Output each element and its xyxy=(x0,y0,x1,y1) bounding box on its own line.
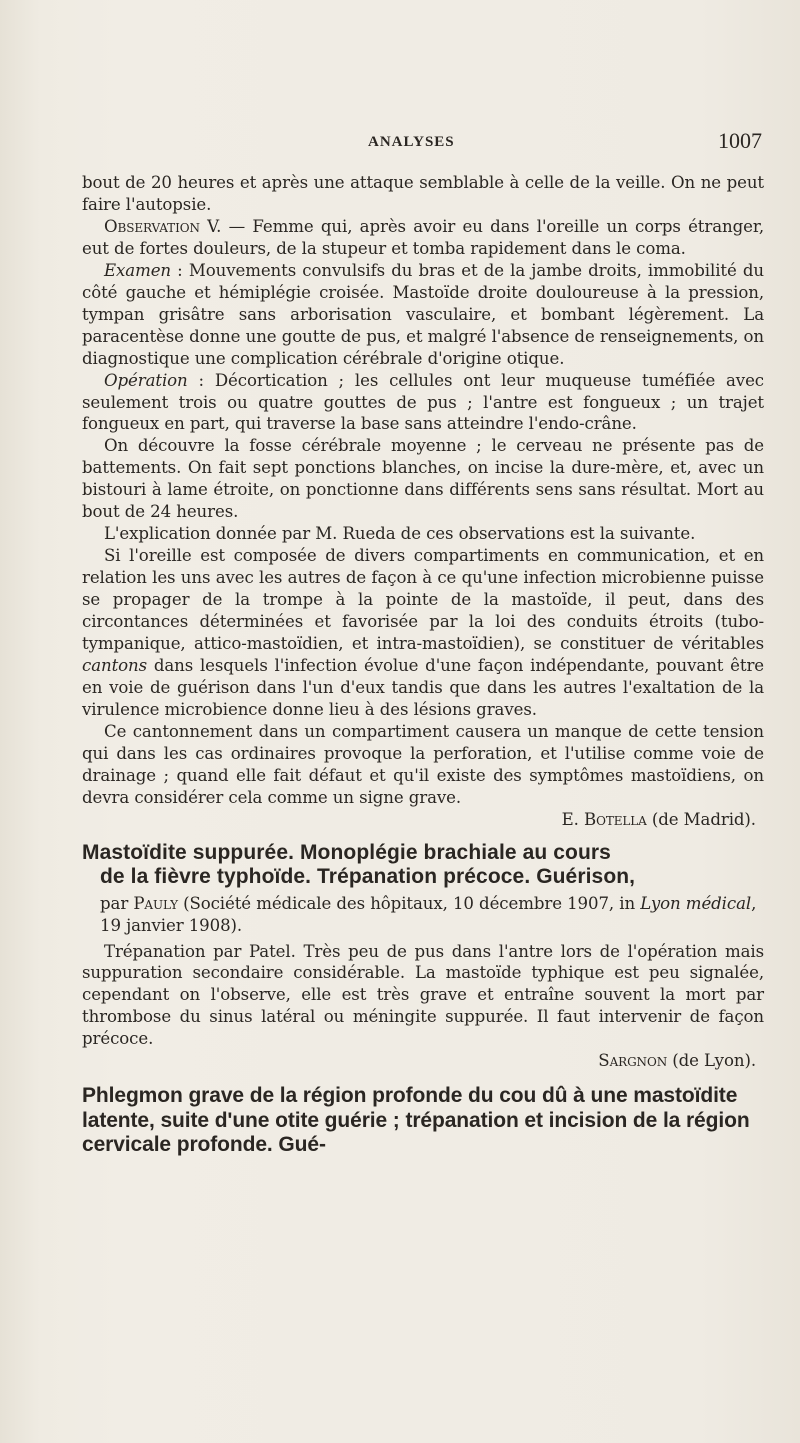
page-number: 1007 xyxy=(718,128,762,153)
fosse-paragraph: On découvre la fosse cérébrale moyenne ; le cerveau ne présente pas de battements. On fait sept ponctions blanches, on incise la dure-mère, et, avec un bistouri à lame étroite, on ponctionne dans différents sens sans résultat. Mort au bout de 24 heures. xyxy=(82,436,764,522)
operation-label: Opération xyxy=(104,370,188,390)
oreille-text-before: Si l'oreille est composée de divers compartiments en communication, et en relation les uns avec les autres de façon à ce qu'une infection microbienne puisse se propager de la trompe à la pointe de la mastoïde, il peut, dans des circontances déterminées et favorisée par la loi des conduits étroits (tubo-tympanique, attico-mastoïdien, et intra-mastoïdien), se constituer de véritables xyxy=(82,546,764,654)
byline-source: (Société médicale des hôpitaux, 10 décembre 1907, in xyxy=(177,893,641,913)
examen-paragraph xyxy=(82,260,764,370)
byline-par: par xyxy=(100,893,134,913)
observation-label: Observation V. xyxy=(104,216,222,236)
paragraph-continuation: bout de 20 heures et après une attaque semblable à celle de la veille. On ne peut faire l'autopsie. xyxy=(82,173,764,214)
signature-sargnon xyxy=(82,1050,764,1072)
signature-botella xyxy=(82,809,764,831)
running-title: ANALYSES xyxy=(368,134,455,150)
running-header xyxy=(82,130,762,156)
explication-paragraph: L'explication donnée par M. Rueda de ces observations est la suivante. xyxy=(104,524,696,544)
examen-label: Examen xyxy=(104,260,172,280)
byline-author: Pauly xyxy=(133,893,178,913)
heading-line-2: de la fièvre typhoïde. Trépanation précoce. Guérison, xyxy=(100,864,636,888)
signature-name-sargnon: Sargnon xyxy=(598,1051,668,1071)
signature-place: (de Madrid). xyxy=(646,809,756,829)
observation-paragraph xyxy=(82,216,764,260)
cantonnement-paragraph: Ce cantonnement dans un compartiment causera un manque de cette tension qui dans les cas ordinaires provoque la perforation, et l'utilise comme voie de drainage ; quand elle fait défaut et qu'il existe des symptômes mastoïdiens, on devra considérer cela comme un signe grave. xyxy=(82,721,764,807)
article-heading-phlegmon: Phlegmon grave de la région profonde du cou dû à une mastoïdite latente, suite d'une otite guérie ; trépanation et incision de la région cervicale profonde. Gué- xyxy=(82,1084,750,1157)
byline-date: , 19 janvier 1908). xyxy=(100,893,757,935)
article-heading-mastoidite xyxy=(82,841,764,889)
oreille-paragraph xyxy=(82,545,764,721)
article-byline xyxy=(100,893,764,937)
observation-text: — Femme qui, après avoir eu dans l'oreille un corps étranger, eut de fortes douleurs, de la stupeur et tomba rapidement dans le coma. xyxy=(82,216,765,258)
operation-text: : Décortication ; les cellules ont leur muqueuse tuméfiée avec seulement trois ou quatre gouttes de pus ; l'antre est fongueux ; un trajet fongueux en part, qui traverse la base sans atteindre l'endo-crâne. xyxy=(82,370,764,434)
examen-text: : Mouvements convulsifs du bras et de la jambe droits, immobilité du côté gauche et hémiplégie croisée. Mastoïde droite douloureuse à la pression, tympan grisâtre sans arborisation vasculaire, et bombant légèrement. La paracentèse donne une goutte de pus, et malgré l'absence de renseignements, on diagnostique une complication cérébrale d'origine otique. xyxy=(82,260,764,368)
byline-journal: Lyon médical xyxy=(640,893,752,913)
heading-line-1: Mastoïdite suppurée. Monoplégie brachiale au cours xyxy=(82,840,611,864)
signature-name: E. Botella xyxy=(561,809,647,829)
trepanation-paragraph: Trépanation par Patel. Très peu de pus dans l'antre lors de l'opération mais suppuration secondaire considérable. La mastoïde typhique est peu signalée, cependant on l'observe, elle est très grave et entraîne souvent la mort par thrombose du sinus latéral ou méningite suppurée. Il faut intervenir de façon précoce. xyxy=(82,941,764,1049)
page-body xyxy=(82,172,764,1158)
cantons-word: cantons xyxy=(82,655,148,675)
oreille-text-after: dans lesquels l'infection évolue d'une façon indépendante, pouvant être en voie de guérison dans l'un d'eux tandis que dans les autres l'exaltation de la virulence microbience donne lieu à des lésions graves. xyxy=(82,655,764,719)
operation-paragraph xyxy=(82,370,764,436)
signature-place-sargnon: (de Lyon). xyxy=(667,1051,756,1071)
